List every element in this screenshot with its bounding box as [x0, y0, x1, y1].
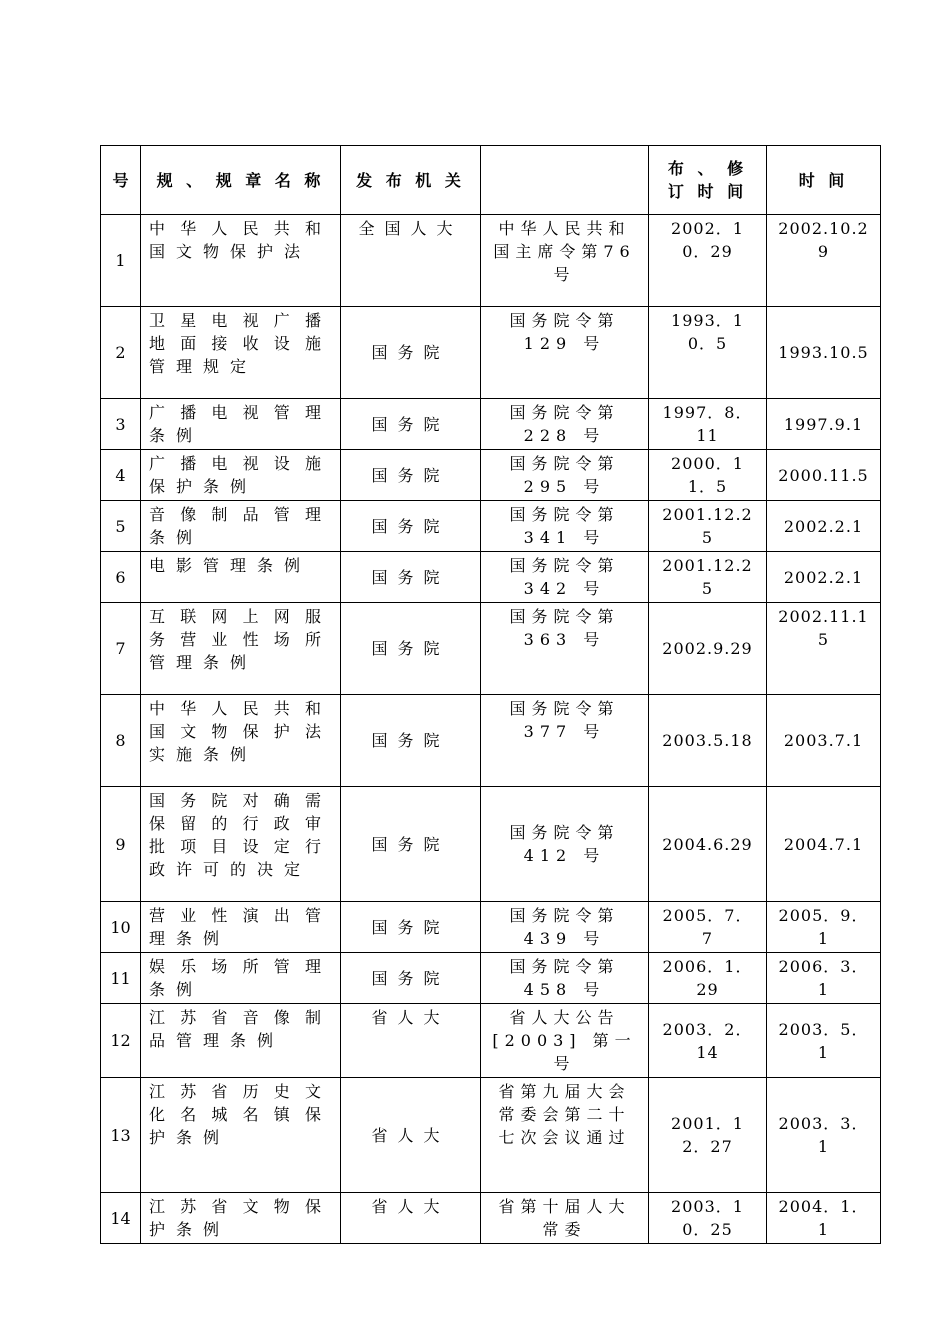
regulation-name: 互联网上网服务营业性场所管理条例: [141, 603, 341, 695]
issuer: 国务院: [341, 450, 481, 501]
table-row: [101, 399, 881, 450]
row-number: 8: [101, 695, 141, 787]
issuer: 省人大: [341, 1078, 481, 1193]
revised-date: 2000．11．5: [649, 450, 767, 501]
row-number: 13: [101, 1078, 141, 1193]
regulation-name: 江苏省文物保护条例: [141, 1193, 341, 1244]
header-effective: 时 间: [767, 146, 881, 215]
regulation-name: 中华人民共和国文物保护法实施条例: [141, 695, 341, 787]
table-row: [101, 1004, 881, 1078]
row-number: 3: [101, 399, 141, 450]
table-row: [101, 695, 881, 787]
row-number: 6: [101, 552, 141, 603]
revised-date: 2003.5.18: [649, 695, 767, 787]
effective-date: 2004．1．1: [767, 1193, 881, 1244]
issuer: 国务院: [341, 552, 481, 603]
regulation-name: 音像制品管理条例: [141, 501, 341, 552]
document-number: 国务院令第 363 号: [481, 603, 649, 695]
regulation-name: 江苏省历史文化名城名镇保护条例: [141, 1078, 341, 1193]
revised-date: 2002.9.29: [649, 603, 767, 695]
issuer: 省人大: [341, 1004, 481, 1078]
regulation-name: 娱乐场所管理条例: [141, 953, 341, 1004]
row-number: 7: [101, 603, 141, 695]
revised-date: 2003．2．14: [649, 1004, 767, 1078]
header-issuer: 发 布 机 关: [341, 146, 481, 215]
row-number: 4: [101, 450, 141, 501]
row-number: 1: [101, 215, 141, 307]
row-number: 10: [101, 902, 141, 953]
row-number: 2: [101, 307, 141, 399]
issuer: 国务院: [341, 787, 481, 902]
table-row: [101, 1078, 881, 1193]
effective-date: 1997.9.1: [767, 399, 881, 450]
document-number: 国务院令第 342 号: [481, 552, 649, 603]
header-name: 规 、 规 章 名 称: [141, 146, 341, 215]
effective-date: 2000.11.5: [767, 450, 881, 501]
regulation-name: 中华人民共和国文物保护法: [141, 215, 341, 307]
effective-date: 2002.2.1: [767, 552, 881, 603]
issuer: 全国人大: [341, 215, 481, 307]
issuer: 国务院: [341, 399, 481, 450]
row-number: 12: [101, 1004, 141, 1078]
table-row: [101, 501, 881, 552]
revised-date: 2001.12.25: [649, 501, 767, 552]
revised-date: 2003．10．25: [649, 1193, 767, 1244]
effective-date: 2003.7.1: [767, 695, 881, 787]
document-number: 国务院令第 228 号: [481, 399, 649, 450]
revised-date: 2001.12.25: [649, 552, 767, 603]
document-number: 国务院令第 439 号: [481, 902, 649, 953]
regulations-table: [100, 145, 881, 1244]
issuer: 省人大: [341, 1193, 481, 1244]
revised-date: 2006．1．29: [649, 953, 767, 1004]
row-number: 9: [101, 787, 141, 902]
effective-date: 2005．9．1: [767, 902, 881, 953]
effective-date: 2002.11.15: [767, 603, 881, 695]
issuer: 国务院: [341, 902, 481, 953]
header-no: 号: [101, 146, 141, 215]
document-number: 省第九届大会常委会第二十七次会议通过: [481, 1078, 649, 1193]
regulation-name: 电影管理条例: [141, 552, 341, 603]
row-number: 14: [101, 1193, 141, 1244]
effective-date: 2003．5．1: [767, 1004, 881, 1078]
effective-date: 2002.2.1: [767, 501, 881, 552]
effective-date: 2002.10.29: [767, 215, 881, 307]
table-row: [101, 787, 881, 902]
table-row: [101, 450, 881, 501]
table-row: [101, 307, 881, 399]
regulation-name: 广播电视设施保护条例: [141, 450, 341, 501]
header-doc: [481, 146, 649, 215]
document-number: 国务院令第 129 号: [481, 307, 649, 399]
effective-date: 2004.7.1: [767, 787, 881, 902]
document-number: 国务院令第 341 号: [481, 501, 649, 552]
revised-date: 2002．10．29: [649, 215, 767, 307]
table-row: [101, 953, 881, 1004]
effective-date: 1993.10.5: [767, 307, 881, 399]
issuer: 国务院: [341, 603, 481, 695]
document-number: 省第十届人大常委: [481, 1193, 649, 1244]
revised-date: 1997．8．11: [649, 399, 767, 450]
table-header-row: [101, 146, 881, 215]
regulation-name: 江苏省音像制品管理条例: [141, 1004, 341, 1078]
regulation-name: 卫星电视广播地面接收设施管理规定: [141, 307, 341, 399]
table-row: [101, 215, 881, 307]
document-number: 国务院令第 377 号: [481, 695, 649, 787]
table-row: [101, 552, 881, 603]
document-number: 中华人民共和国主席令第76号: [481, 215, 649, 307]
row-number: 11: [101, 953, 141, 1004]
regulation-name: 营业性演出管理条例: [141, 902, 341, 953]
revised-date: 2001．12．27: [649, 1078, 767, 1193]
table-row: [101, 1193, 881, 1244]
regulation-name: 广播电视管理条例: [141, 399, 341, 450]
issuer: 国务院: [341, 953, 481, 1004]
effective-date: 2003．3．1: [767, 1078, 881, 1193]
row-number: 5: [101, 501, 141, 552]
revised-date: 2004.6.29: [649, 787, 767, 902]
issuer: 国务院: [341, 695, 481, 787]
document-number: 省人大公告 [2003] 第一号: [481, 1004, 649, 1078]
document-number: 国务院令第 295 号: [481, 450, 649, 501]
table-row: [101, 603, 881, 695]
document-number: 国务院令第 458 号: [481, 953, 649, 1004]
effective-date: 2006．3．1: [767, 953, 881, 1004]
issuer: 国务院: [341, 307, 481, 399]
regulation-name: 国务院对确需保留的行政审批项目设定行政许可的决定: [141, 787, 341, 902]
revised-date: 2005．7．7: [649, 902, 767, 953]
revised-date: 1993．10．5: [649, 307, 767, 399]
document-number: 国务院令第 412 号: [481, 787, 649, 902]
issuer: 国务院: [341, 501, 481, 552]
header-revised: 布 、 修 订 时 间: [649, 146, 767, 215]
table-row: [101, 902, 881, 953]
